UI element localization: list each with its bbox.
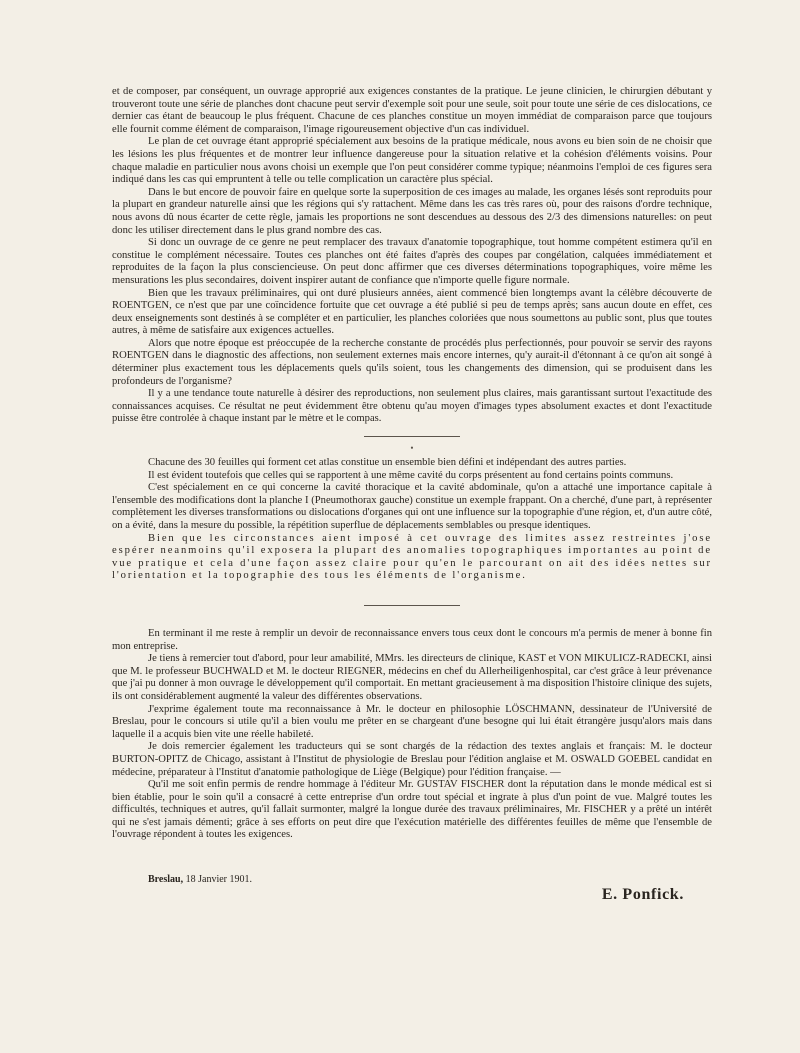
section-divider — [364, 436, 460, 437]
paragraph: et de composer, par conséquent, un ouvrage approprié aux exigences constantes de la pratique. Le jeune clinicien, le chirurgien débutant y trouveront toute une série de planches dont chacune peut servir d'exemple soit pour une seule, soit pour toute une série de ces dislocations, ce dernier cas étant de beaucoup le plus fréquent. Chacune de ces planches constitue un moyen immédiat de comparaison parce que toujours elle fournit comme élément de comparaison, l'image rigoureusement objective d'un cas individuel. — [112, 86, 712, 135]
section-divider — [364, 605, 460, 606]
place: Breslau, — [148, 874, 184, 886]
date: 18 Janvier 1901. — [185, 874, 252, 886]
paragraph: En terminant il me reste à remplir un devoir de reconnaissance envers tous ceux dont le concours m'a permis de mener à bonne fin mon entreprise. — [112, 627, 712, 652]
paragraph: Alors que notre époque est préoccupée de la recherche constante de procédés plus perfectionnés, pour pouvoir se servir des rayons ROENTGEN dans le diagnostic des affections, non seulement externes mais encore internes, qu'y aurait-il d'étonnant à ce qu'on ait songé à déterminer plus exactement tous les déplacements quels qu'ils soient, tous les changements des dimension, qui se produisent dans les profondeurs de l'organisme? — [112, 337, 712, 387]
paragraph: Chacune des 30 feuilles qui forment cet atlas constitue un ensemble bien défini et indépendant des autres parties. — [148, 457, 627, 469]
paragraph: Je tiens à remercier tout d'abord, pour leur amabilité, MMrs. les directeurs de clinique, KAST et VON MIKULICZ-RADECKI, ainsi que M. le professeur BUCHWALD et M. le docteur RIEGNER, médecins en chef du Allerheiligenhospital, car c'est grâce à leur prévenance que j'ai pu donner à mon ouvrage le développement qu'il comportait. En mettant gracieusement à ma disposition l'histoire clinique des sujets, ils ont considérablement augmenté la valeur des différentes observations. — [112, 653, 712, 702]
paragraph: C'est spécialement en ce qui concerne la cavité thoracique et la cavité abdominale, qu'on a attaché une importance capitale à l'ensemble des modifications dont la planche I (Pneumothorax gauche) constitue un exemple frappant. On a cherché, d'une part, à représenter complètement les diverses transformations ou dislocations d'organes qui ont une influence sur la topographie d'une région, et, d'un autre côté, on a évité, dans la mesure du possible, la répétition superflue de déplacements semblables ou presque identiques. — [112, 482, 712, 531]
paragraph: Dans le but encore de pouvoir faire en quelque sorte la superposition de ces images au malade, les organes lésés sont reproduits pour la plupart en grandeur naturelle ainsi que les régions qui s'y rattachent. Même dans les cas très rares où, pour des raisons d'ordre technique, nous avons dû nous écarter de cette règle, jamais les proportions ne sont descendues au dessous des 2/3 des dimensions naturelles: on peut donc les utiliser directement dans le plus grand nombre des cas. — [112, 186, 712, 236]
paragraph: Bien que les travaux préliminaires, qui ont duré plusieurs années, aient commencé bien longtemps avant la célèbre découverte de ROENTGEN, ce n'est que par une coïncidence fortuite que cet ouvrage a été publié si peu de temps après; sans aucun doute en effet, ces deux enseignements sont destinés à se compléter et en particulier, les planches coloriées que nous soumettons au public sont, plus que toutes autres, à même de satisfaire aux exigences actuelles. — [112, 287, 712, 337]
paragraph: Bien que les circonstances aient imposé à cet ouvrage des limites assez restreintes j'ose espérer neanmoins qu'il exposera la plupart des anomalies topographiques importantes au point de vue pratique et cela d'une façon assez claire pour qu'en le parcourant on ait des idées nettes sur l'orientation et la topographie des tous les éléments de l'organisme. — [112, 532, 712, 582]
paragraph: Le plan de cet ouvrage étant approprié spécialement aux besoins de la pratique médicale, nous avons eu bien soin de ne choisir que les lésions les plus fréquentes et de montrer leur influence dangereuse pour la situation relative et la cohésion d'éléments voisins. Pour chaque maladie en particulier nous avons choisi un exemple que l'on peut considérer comme typique; néanmoins l'emploi de ces figures sera indiqué dans les cas qui empruntent à telle ou telle complication un caractère plus spécial. — [112, 136, 712, 186]
place-and-date — [148, 874, 252, 885]
preface-part-2 — [112, 457, 712, 583]
paragraph: Si donc un ouvrage de ce genre ne peut remplacer des travaux d'anatomie topographique, tout homme compétent estimera qu'il en constitue le complément nécessaire. Toutes ces planches ont été faites d'après des coupes par congélation, calquées immédiatement et reproduites de la façon la plus consciencieuse. On peut donc affirmer que ces diverses déterminations topographiques, voire même les mensurations les plus secondaires, doivent inspirer autant de confiance que n'importe quelle figure normale. — [112, 237, 712, 286]
paragraph: Il est évident toutefois que celles qui se rapportent à une même cavité du corps présentent au fond certains points communs. — [148, 469, 674, 481]
paragraph: Qu'il me soit enfin permis de rendre hommage à l'éditeur Mr. GUSTAV FISCHER dont la réputation dans le monde médical est si bien établie, pour le soin qu'il a consacré à cette entreprise d'un ordre tout spécial et ingrate à plus d'un point de vue. Malgré toutes les difficultés, techniques et autres, qu'il fallait surmonter, malgré la longue durée des travaux préliminaires, Mr. FISCHER y a prêté un intérêt qui ne s'est jamais démenti; grâce à ses efforts on peut dire que l'exécution matérielle des différentes feuilles de même que l'ensemble de l'ouvrage répondent à toutes les exigences. — [112, 779, 712, 841]
paragraph: Je dois remercier également les traducteurs qui se sont chargés de la rédaction des textes anglais et français: M. le docteur BURTON-OPITZ de Chicago, assistant à l'Institut de physiologie de Breslau pour l'édition anglaise et M. OSWALD GOEBEL candidat en médecine, préparateur à l'Institut d'anatomie pathologique de Liège (Belgique) pour l'édition française. — — [112, 741, 712, 778]
divider-dot: • — [410, 443, 414, 454]
paragraph: J'exprime également toute ma reconnaissance à Mr. le docteur en philosophie LÖSCHMANN, dessinateur de l'Université de Breslau, pour le concours si utile qu'il a bien voulu me prêter en se chargeant d'une besogne qui lui était étrangère jusqu'alors mais dans laquelle il a acquis bien vite une réelle habileté. — [112, 703, 712, 740]
acknowledgements — [112, 628, 712, 842]
closing — [112, 874, 712, 914]
author-signature: E. Ponfick. — [601, 886, 684, 904]
preface-part-1 — [112, 86, 712, 426]
paragraph: Il y a une tendance toute naturelle à désirer des reproductions, non seulement plus claires, mais garantissant surtout l'exactitude des connaissances acquises. Ce résultat ne peut évidemment être obtenu qu'au moyen d'images types absolument exactes et dont l'exactitude puisse être controlée à chaque instant par le mètre et le compas. — [112, 388, 712, 425]
